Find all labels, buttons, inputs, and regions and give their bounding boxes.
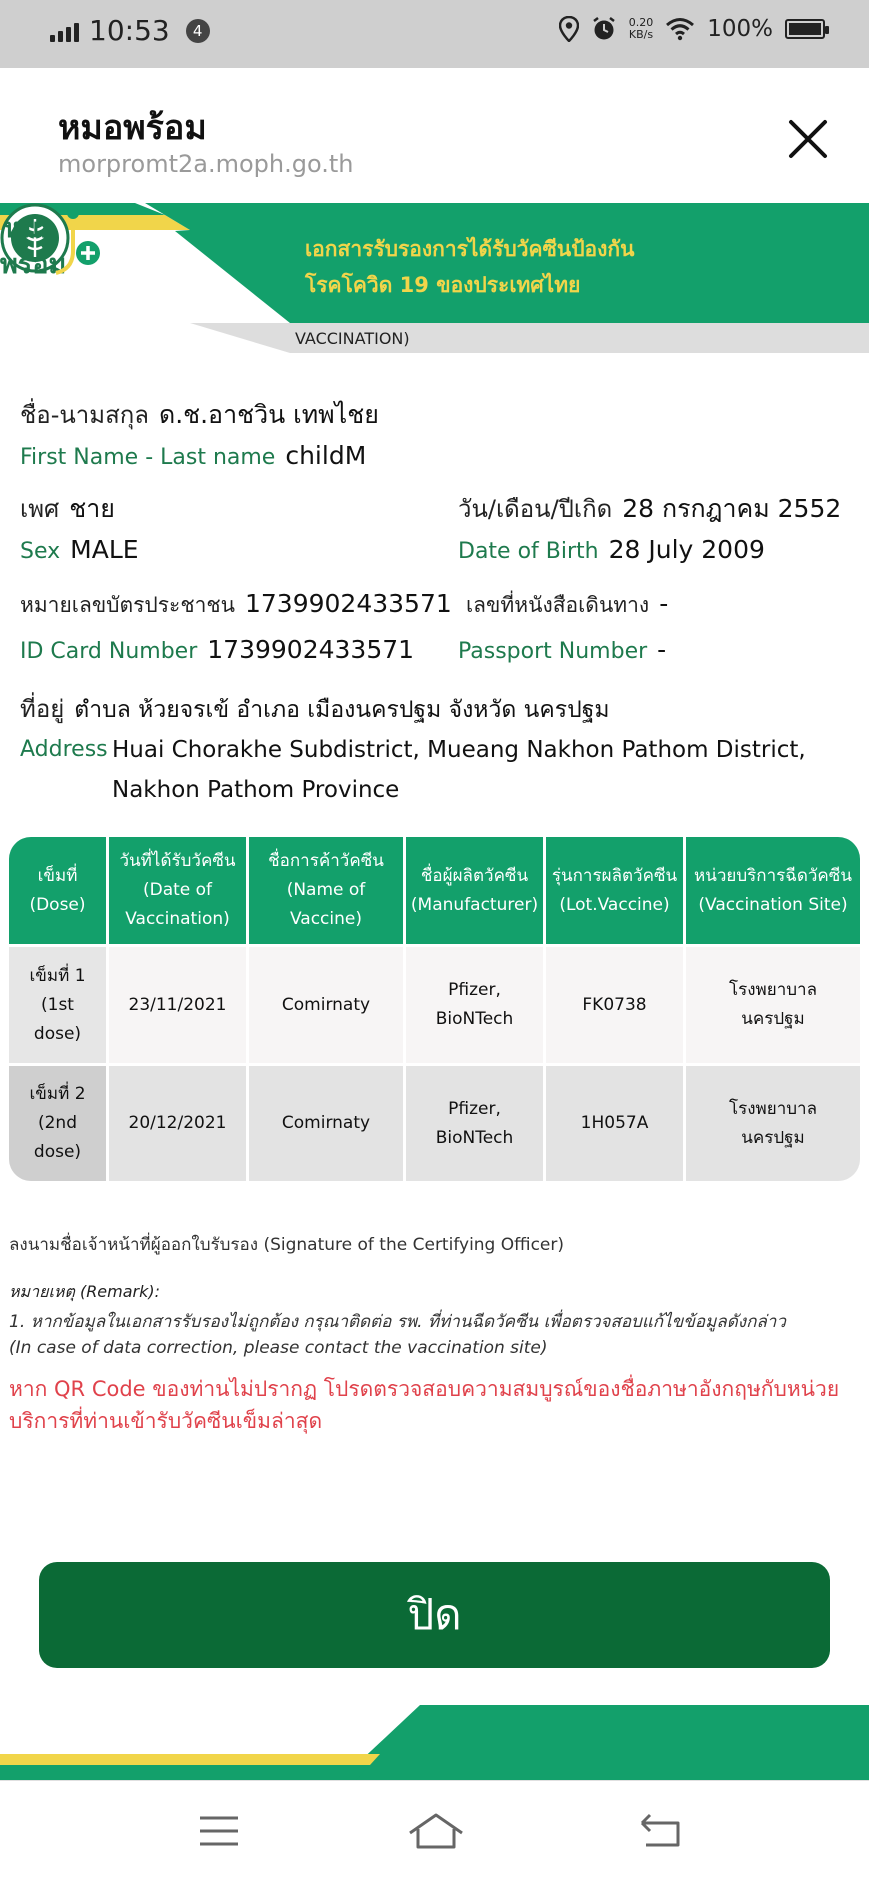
remark-2: (In case of data correction, please contact the vaccination site) (9, 1338, 548, 1358)
svg-text:พร้อม: พร้อม (0, 249, 67, 280)
clock: 10:53 (89, 14, 170, 47)
address-en-line1-row (112, 737, 806, 763)
banner-title-line2: โรคโควิด 19 ของประเทศไทย (305, 273, 581, 297)
address-th-label: ที่อยู่ (20, 695, 65, 723)
row2-vaccine: Comirnaty (249, 1066, 406, 1181)
name-en-label: First Name - Last name (20, 445, 276, 470)
battery-icon (785, 19, 825, 39)
notification-count-badge: 4 (186, 19, 210, 43)
header-manufacturer-th: ชื่อผู้ผลิตวัคซีน (420, 865, 529, 886)
morprom-logo (0, 203, 104, 289)
row2-dose-th: เข็มที่ 2 (29, 1084, 86, 1104)
header-date-th: วันที่ได้รับวัคซีน (119, 851, 236, 871)
status-left (50, 14, 210, 47)
address-en-line2: Nakhon Pathom Province (112, 777, 400, 803)
row2-site2: นครปฐม (741, 1127, 805, 1148)
id-th-row (20, 589, 452, 622)
address-th-value: ตำบล ห้วยจรเข้ อำเภอ เมืองนครปฐม จังหวัด นครปฐม (74, 697, 610, 723)
row1-dose-en2: dose) (33, 1023, 82, 1044)
header-site (686, 837, 860, 944)
address-en-line1: Huai Chorakhe Subdistrict, Mueang Nakhon Pathom District, (112, 737, 806, 763)
dob-th-label: วัน/เดือน/ปีเกิด (458, 495, 613, 523)
page-title: หมอพร้อม (58, 108, 207, 148)
header-vaccine (249, 837, 406, 944)
id-en-value: 1739902433571 (207, 635, 415, 664)
name-th-value: ด.ช.อาชวิน เทพไชย (158, 400, 379, 429)
wifi-icon (665, 17, 695, 41)
row2-dose-en2: dose) (33, 1142, 82, 1162)
header-dose-en: (Dose) (29, 894, 86, 915)
header-vaccine-en2: Vaccine) (289, 909, 362, 929)
header-date-en2: Vaccination) (125, 909, 230, 929)
net-speed (629, 17, 654, 41)
sex-en-label: Sex (20, 539, 61, 564)
svg-text:หมอ: หมอ (4, 213, 56, 244)
passport-th-label: เลขที่หนังสือเดินทาง (466, 593, 650, 617)
sex-th-value: ชาย (69, 494, 115, 523)
row1-dose-th: เข็มที่ 1 (29, 965, 86, 986)
header-site-th: หน่วยบริการฉีดวัคซีน (694, 865, 852, 886)
dob-en-label: Date of Birth (458, 539, 599, 564)
header-manufacturer (406, 837, 546, 944)
back-icon[interactable] (638, 1811, 684, 1851)
id-th-label: หมายเลขบัตรประชาชน (20, 593, 235, 617)
header-site-en: (Vaccination Site) (698, 894, 848, 915)
name-th-label: ชื่อ-นามสกุล (20, 401, 149, 429)
row2-manufacturer1: Pfizer, (448, 1098, 501, 1119)
menu-icon[interactable] (196, 1811, 242, 1851)
sex-en-row (20, 535, 139, 564)
header-vaccine-th: ชื่อการค้าวัคซีน (268, 851, 384, 871)
row1-site (686, 947, 860, 1063)
sex-en-value: MALE (70, 535, 139, 564)
row1-date: 23/11/2021 (109, 947, 249, 1063)
dob-th-value: 28 กรกฎาคม 2552 (622, 494, 842, 523)
signature-line: ลงนามชื่อเจ้าหน้าที่ผู้ออกใบรับรอง (Signature of the Certifying Officer) (9, 1235, 564, 1255)
header-lot (546, 837, 686, 944)
row2-manufacturer (406, 1066, 546, 1181)
home-icon[interactable] (406, 1811, 466, 1851)
address-en-label-row (20, 737, 108, 762)
row2-site (686, 1066, 860, 1181)
close-button[interactable]: ปิด (39, 1562, 830, 1668)
row1-vaccine: Comirnaty (249, 947, 406, 1063)
header-dose (9, 837, 109, 944)
header-dose-th: เข็มที่ (37, 865, 78, 886)
header-lot-en: (Lot.Vaccine) (559, 894, 670, 915)
net-speed-unit: KB/s (628, 28, 654, 41)
vaccination-table (9, 837, 860, 1181)
table-row (9, 944, 860, 1063)
sex-th-row (20, 489, 115, 529)
row2-site1: โรงพยาบาล (728, 1098, 818, 1119)
row1-site2: นครปฐม (741, 1009, 805, 1029)
remark-heading: หมายเหตุ (Remark): (9, 1282, 161, 1301)
header-lot-th: รุ่นการผลิตวัคซีน (551, 865, 678, 886)
id-en-label: ID Card Number (20, 639, 198, 664)
address-en-line2-row (112, 777, 399, 803)
status-bar (0, 0, 869, 68)
dob-th-row (458, 489, 841, 529)
passport-en-value: - (657, 635, 667, 664)
close-icon[interactable] (783, 114, 833, 164)
name-en-row (20, 441, 366, 470)
row1-manufacturer1: Pfizer, (448, 980, 501, 1000)
header-vaccine-en1: (Name of (286, 880, 366, 900)
passport-en-label: Passport Number (458, 639, 648, 664)
system-nav-bar (0, 1780, 869, 1883)
table-row (9, 1063, 860, 1181)
row2-dose (9, 1066, 109, 1181)
id-en-row (20, 635, 414, 664)
row1-manufacturer2: BioNTech (435, 1009, 514, 1029)
alarm-icon (591, 16, 617, 42)
status-right (559, 16, 825, 42)
header-date-en1: (Date of (142, 880, 213, 900)
header-manufacturer-en: (Manufacturer) (410, 894, 539, 915)
qr-warning: หาก QR Code ของท่านไม่ปรากฏ โปรดตรวจสอบความสมบูรณ์ของชื่อภาษาอังกฤษกับหน่วยบริการที่ท่านเข้ารับวัคซีนเข็มล่าสุด (9, 1377, 840, 1433)
name-th-row (20, 395, 379, 435)
row1-manufacturer (406, 947, 546, 1063)
row2-dose-en1: (2nd (37, 1113, 77, 1133)
row1-dose-en1: (1st (41, 994, 74, 1015)
name-en-value: childM (285, 441, 367, 470)
header-date (109, 837, 249, 944)
row2-manufacturer2: BioNTech (435, 1127, 514, 1148)
dob-en-value: 28 July 2009 (608, 535, 765, 564)
row1-lot: FK0738 (546, 947, 686, 1063)
certificate-banner (0, 203, 869, 353)
row2-date: 20/12/2021 (109, 1066, 249, 1181)
id-th-value: 1739902433571 (244, 589, 452, 618)
battery-percent: 100% (707, 16, 773, 42)
remark-1: 1. หากข้อมูลในเอกสารรับรองไม่ถูกต้อง กรุณาติดต่อ รพ. ที่ท่านฉีดวัคซีน เพื่อตรวจสอบแก้ไขข้อมูลดังกล่าว (9, 1312, 786, 1332)
sex-th-label: เพศ (20, 495, 60, 523)
address-th-row (20, 689, 610, 728)
banner-title-line1: เอกสารรับรองการได้รับวัคซีนป้องกัน (305, 237, 635, 261)
address-en-label: Address (20, 737, 108, 762)
banner-subtitle: VACCINATION) (295, 329, 410, 348)
row1-dose (9, 947, 109, 1063)
row2-lot: 1H057A (546, 1066, 686, 1181)
footer-graphic (0, 1705, 869, 1780)
signal-icon (50, 20, 79, 42)
passport-th-row (466, 589, 668, 622)
table-header (9, 837, 860, 944)
dob-en-row (458, 535, 765, 564)
page-url: morpromt2a.moph.go.th (58, 150, 354, 178)
row1-site1: โรงพยาบาล (728, 980, 818, 1000)
location-icon (559, 16, 579, 42)
passport-en-row (458, 635, 666, 664)
passport-th-value: - (659, 589, 669, 618)
browser-header (0, 68, 869, 203)
net-speed-value: 0.20 (628, 16, 654, 29)
